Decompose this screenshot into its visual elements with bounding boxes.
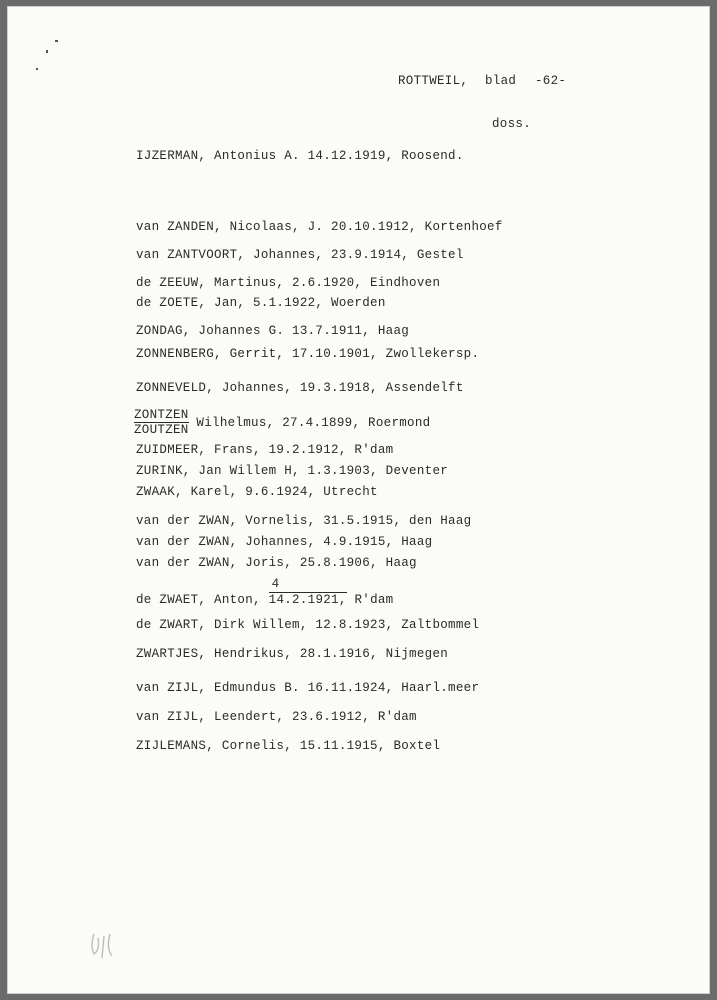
name-variant-bottom: ZOUTZEN [134, 423, 189, 437]
entry-line: ZURINK, Jan Willem H, 1.3.1903, Deventer [136, 464, 449, 478]
entry-line: van ZANTVOORT, Johannes, 23.9.1914, Gestel [136, 248, 464, 262]
entry-line: ZONDAG, Johannes G. 13.7.1911, Haag [136, 324, 410, 338]
pencil-mark [86, 924, 126, 964]
entry-rest: Wilhelmus, 27.4.1899, Roermond [196, 415, 431, 430]
entry-line: de ZOETE, Jan, 5.1.1922, Woerden [136, 296, 386, 310]
header-doss: doss. [492, 117, 532, 131]
entry-prefix: de ZWAET, Anton, [136, 593, 261, 607]
header-place: ROTTWEIL, [398, 74, 469, 88]
entry-line: van der ZWAN, Joris, 25.8.1906, Haag [136, 556, 417, 570]
entry-line-with-correction [136, 577, 394, 607]
entry-line: ZONNENBERG, Gerrit, 17.10.1901, Zwollekersp. [136, 347, 480, 361]
entry-suffix: R'dam [354, 593, 394, 607]
entry-line: van der ZWAN, Vornelis, 31.5.1915, den Haag [136, 514, 472, 528]
date-correction [268, 577, 347, 607]
entry-line: van ZIJL, Edmundus B. 16.11.1924, Haarl.meer [136, 681, 480, 695]
entry-line: ZWARTJES, Hendrikus, 28.1.1916, Nijmegen [136, 647, 449, 661]
handwritten-correction: 4 [271, 577, 280, 591]
entry-line: ZIJLEMANS, Cornelis, 15.11.1915, Boxtel [136, 739, 441, 753]
paper-speck [46, 50, 48, 53]
entry-line: ZONNEVELD, Johannes, 19.3.1918, Assendelft [136, 381, 464, 395]
entry-line: ZWAAK, Karel, 9.6.1924, Utrecht [136, 485, 378, 499]
entry-line: de ZEEUW, Martinus, 2.6.1920, Eindhoven [136, 276, 441, 290]
entry-line: van ZIJL, Leendert, 23.6.1912, R'dam [136, 710, 417, 724]
entry-line: de ZWART, Dirk Willem, 12.8.1923, Zaltbommel [136, 618, 480, 632]
name-variants [134, 408, 189, 437]
entry-line: IJZERMAN, Antonius A. 14.12.1919, Roosend. [136, 149, 464, 163]
entry-line-corrected-name [134, 408, 430, 437]
entry-line: ZUIDMEER, Frans, 19.2.1912, R'dam [136, 443, 394, 457]
paper-speck [36, 68, 38, 70]
header-page-number: -62- [535, 74, 567, 88]
entry-date: 14.2.1921, [268, 593, 347, 607]
entry-line: van ZANDEN, Nicolaas, J. 20.10.1912, Kortenhoef [136, 220, 503, 234]
paper-speck [55, 40, 58, 42]
name-variant-top: ZONTZEN [134, 408, 189, 422]
header-blad: blad [485, 74, 517, 88]
entry-line: van der ZWAN, Johannes, 4.9.1915, Haag [136, 535, 433, 549]
